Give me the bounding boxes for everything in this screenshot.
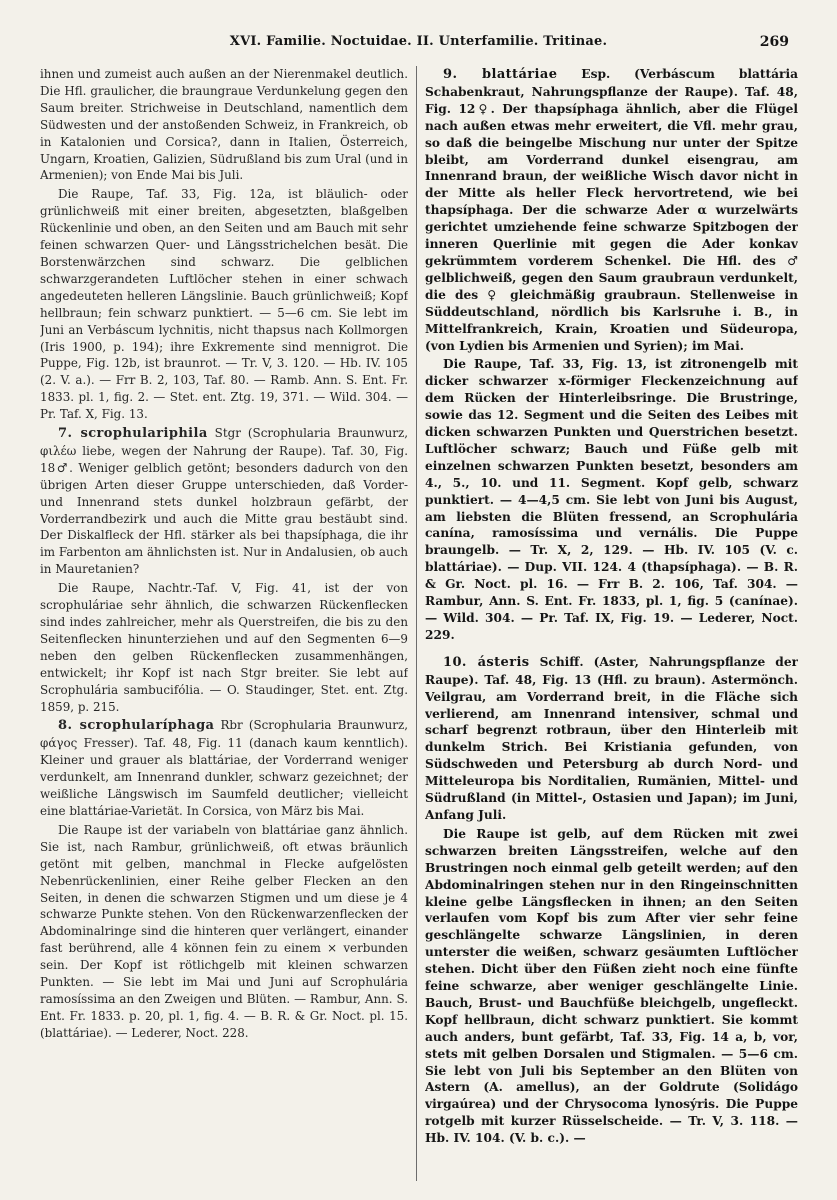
paragraph-text: Esp. (Verbáscum blattária Schabenkraut, Nahrungspflanze der Raupe). Taf. 48, Fig. 12♀. Der thapsíphaga ähnlich, aber die Flügel nach außen etwas mehr erweitert, die Vfl. mehr grau, so daß die beingelbe Mischung nur unter der Spitze bleibt, am Vorderrand dunkel eisengrau, am Innenrand braun, der weißliche Wisch davor nicht in der Mitte als heller Fleck hervortretend, wie bei thapsíphaga. Der die schwarze Ader α wurzelwärts gerichtet umziehende feine schwarze Spitzbogen der inneren Querlinie mit gegen die Ader konkav gekrümmtem vorderem Schenkel. Die Hfl. des ♂ gelblichweiß, gegen den Saum graubraun verdunkelt, die des ♀ gleichmäßig graubraun. Stellenweise in Süddeutschland, nördlich bis Karlsruhe i. B., in Mittelfrankreich, Krain, Kroatien und Südeuropa, (von Lydien bis Armenien und Syrien); im Mai. — [425, 67, 798, 353]
paragraph-text: ihnen und zumeist auch außen an der Nierenmakel deutlich. Die Hfl. graulicher, die braungraue Verdunkelung gegen den Saum breiter. Strichweise in Deutschland, namentlich dem Südwesten und der anstoßenden Schweiz, in Frankreich, ob in Katalonien und Corsica?, dann in Italien, Österreich, Ungarn, Kroatien, Galizien, Südrußland bis zum Ural (und in Armenien); von Ende Mai bis Juli. — [40, 67, 408, 183]
paragraph-text: Rbr (Scrophularia Braunwurz, φάγος Fresser). Taf. 48, Fig. 11 (danach kaum kenntlich). Kleiner und grauer als blattáriae, der Vorderrand weniger verdunkelt, am Innenrand dunkler, schwarz gezeichnet; der weißliche Längswisch im Saumfeld deutlicher; vielleicht eine blattáriae-Varietät. In Corsica, von März bis Mai. — [40, 718, 408, 818]
paragraph — [425, 356, 798, 643]
paragraph — [40, 580, 408, 715]
species-entry — [425, 654, 798, 824]
paragraph — [40, 822, 408, 1042]
paragraph — [40, 186, 408, 423]
species-heading: 7. scrophulariphila — [58, 426, 208, 442]
species-heading: 9. blattáriae — [443, 67, 558, 82]
column-divider — [416, 66, 417, 1181]
paragraph-text: Die Raupe, Nachtr.-Taf. V, Fig. 41, ist der von scrophuláriae sehr ähnlich, die schwarzen Rückenflecken sind indes zahlreicher, mehr als Querstreifen, die bis zu den Seitenflecken hinunterziehen und auf den Segmenten 6—9 neben den gelben Rückenflecken zusammenhängen, entwickelt; ihr Kopf ist nach Stgr breiter. Sie lebt auf Scrophulária sambucifólia. — O. Staudinger, Stet. ent. Ztg. 1859, p. 215. — [40, 581, 408, 714]
species-entry — [40, 717, 408, 819]
paragraph-text: Schiff. (Aster, Nahrungspflanze der Raupe). Taf. 48, Fig. 13 (Hfl. zu braun). Astermönch. Veilgrau, am Vorderrand breit, in die Fläche sich verlierend, am Innenrand intensiver, schmal und scharf begrenzt rotbraun, über den Hinterleib mit dunkelm Strich. Bei Kristiania gefunden, von Südschweden und Petersburg ab durch Nord- und Mitteleuropa bis Norditalien, Rumänien, Mittel- und Südrußland (in Mittel-, Ostasien und Japan); im Juni, Anfang Juli. — [425, 654, 798, 822]
page-number: 269 — [759, 34, 789, 50]
paragraph-text: Die Raupe ist gelb, auf dem Rücken mit zwei schwarzen breiten Längsstreifen, welche auf den Brustringen noch einmal gelb geteilt werden; auf den Abdominalringen stehen nur in den Ringeinschnitten kleine gelbe Längsflecken in ihnen; an den Seiten verlaufen vom Kopf bis zum After vier sehr feine geschlängelte schwarze Längslinien, in deren unterster die weißen, schwarz gesäumten Luftlöcher stehen. Dicht über den Füßen zieht noch eine fünfte feine schwarze, aber weniger geschlängelte Linie. Bauch, Brust- und Bauchfüße bleichgelb, ungefleckt. Kopf hellbraun, dicht schwarz punktiert. Sie kommt auch anders, bunt gefärbt, Taf. 33, Fig. 14 a, b, vor, stets mit gelben Dorsalen und Stigmalen. — 5—6 cm. Sie lebt von Juli bis September an den Blüten von Astern (A. amellus), an der Goldrute (Solidágo virgaúrea) und der Chrysocoma lynosýris. Die Puppe rotgelb mit kurzer Rüsselscheide. — Tr. V, 3. 118. — Hb. IV. 104. (V. b. c.). — — [425, 826, 798, 1146]
paragraph — [425, 826, 798, 1147]
species-heading: 8. scrophularíphaga — [58, 718, 215, 734]
left-column — [40, 66, 408, 1186]
page-header — [0, 34, 837, 56]
species-heading: 10. ásteris — [443, 654, 530, 670]
species-entry — [425, 66, 798, 354]
section-gap — [425, 646, 798, 654]
right-column — [425, 66, 798, 1186]
paragraph-text: Die Raupe ist der variabeln von blattáriae ganz ähnlich. Sie ist, nach Rambur, grünlichweiß, oft etwas bräunlich getönt mit gelben, manchmal in Flecke aufgelösten Nebenrückenlinien, einer Reihe gelber Flecken an den Seiten, in denen die schwarzen Stigmen und um diese je 4 schwarze Punkte stehen. Von den Rückenwarzenflecken der Abdominalringe sind die hinteren quer verlängert, einander fast berührend, alle 4 können fein zu einem × verbunden sein. Der Kopf ist rötlichgelb mit kleinen schwarzen Punkten. — Sie lebt im Mai und Juni auf Scrophulária ramosíssima an den Zweigen und Blüten. — Rambur, Ann. S. Ent. Fr. 1833. p. 20, pl. 1, fig. 4. — B. R. & Gr. Noct. pl. 15. (blattáriae). — Lederer, Noct. 228. — [40, 822, 408, 1040]
running-title: XVI. Familie. Noctuidae. II. Unterfamilie. Tritinae. — [229, 34, 608, 49]
paragraph-text: Die Raupe, Taf. 33, Fig. 13, ist zitronengelb mit dicker schwarzer x-förmiger Fleckenzeichnung auf dem Rücken der Hinterleibsringe. Die Brustringe, sowie das 12. Segment und die Seiten des Leibes mit dicken schwarzen Punkten und Querstrichen besetzt. Luftlöcher schwarz; Bauch und Füße gelb mit einzelnen schwarzen Punkten besetzt, besonders am 4., 5., 10. und 11. Segment. Kopf gelb, schwarz punktiert. — 4—4,5 cm. Sie lebt von Juni bis August, am liebsten die Blüten fressend, an Scrophulária canína, ramosíssima und vernális. Die Puppe braungelb. — Tr. X, 2, 129. — Hb. IV. 105 (V. c. blattáriae). — Dup. VII. 124. 4 (thapsíphaga). — B. R. & Gr. Noct. pl. 16. — Frr B. 2. 106, Taf. 304. — Rambur, Ann. S. Ent. Fr. 1833, pl. 1, fig. 5 (canínae). — Wild. 304. — Pr. Taf. IX, Fig. 19. — Lederer, Noct. 229. — [425, 357, 798, 642]
paragraph-text: Die Raupe, Taf. 33, Fig. 12a, ist bläulich- oder grünlichweiß mit einer breiten, abgesetzten, blaßgelben Rückenlinie und oben, an den Seiten und am Bauch mit sehr feinen schwarzen Quer- und Längsstrichelchen besät. Die Borstenwärzchen sind schwarz. Die gelblichen schwarzgerandeten Luftlöcher stehen in einer schwach angedeuteten helleren Längslinie. Bauch grünlichweiß; Kopf hellbraun; fein schwarz punktiert. — 5—6 cm. Sie lebt im Juni an Verbáscum lychnitis, nicht thapsus nach Kollmorgen (Iris 1900, p. 194); ihre Exkremente sind mennigrot. Die Puppe, Fig. 12b, ist braunrot. — Tr. V, 3. 120. — Hb. IV. 105 (2. V. a.). — Frr B. 2, 103, Taf. 80. — Ramb. Ann. S. Ent. Fr. 1833. pl. 1, fig. 2. — Stet. ent. Ztg. 19, 371. — Wild. 304. — Pr. Taf. X, Fig. 13. — [40, 187, 408, 422]
paragraph — [40, 66, 408, 184]
species-entry — [40, 425, 408, 578]
paragraph-text: Stgr (Scrophularia Braunwurz, φιλέω liebe, wegen der Nahrung der Raupe). Taf. 30, Fig. 18♂. Weniger gelblich getönt; besonders dadurch von den übrigen Arten dieser Gruppe unterschieden, daß Vorder- und Innenrand stets dunkel holzbraun gefärbt, der Vorderrandbezirk und auch die Mitte grau bestäubt sind. Der Diskalfleck der Hfl. stärker als bei thapsíphaga, die ihr im Farbenton am ähnlichsten ist. Nur in Andalusien, ob auch in Mauretanien? — [40, 426, 408, 577]
